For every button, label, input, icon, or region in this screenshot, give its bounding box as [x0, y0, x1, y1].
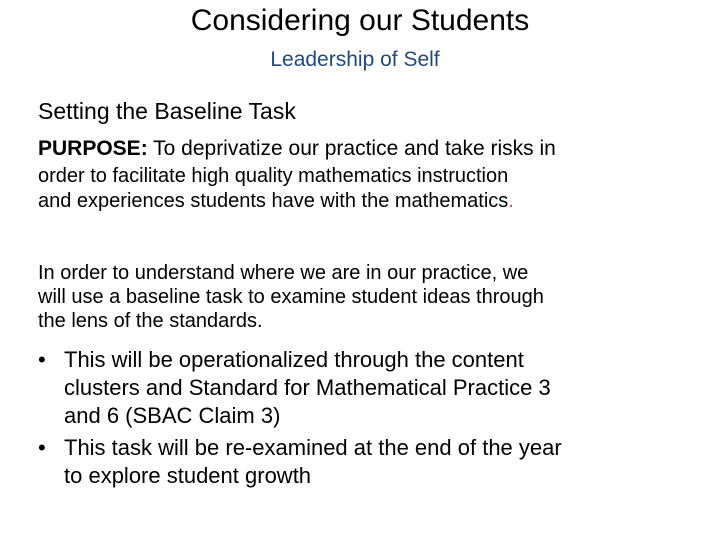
bullet-1-line-1: This will be operationalized through the content [64, 347, 524, 372]
purpose-end-period: . [508, 190, 514, 212]
bullet-icon: • [38, 347, 46, 372]
slide-title: Considering our Students [190, 4, 530, 37]
bullet-1-line-3: and 6 (SBAC Claim 3) [64, 403, 281, 428]
intro-line-1: In order to understand where we are in our practice, we [38, 262, 529, 284]
intro-paragraph [38, 261, 708, 333]
bullet-item-reexamined [38, 434, 714, 490]
bullet-list [38, 346, 714, 494]
purpose-statement [38, 134, 708, 214]
section-heading: Setting the Baseline Task [38, 98, 296, 124]
purpose-line-1-text: To deprivatize our practice and take risks in [147, 137, 556, 160]
intro-line-3: the lens of the standards. [38, 310, 263, 332]
bullet-2-line-1: This task will be re-examined at the end of the year [64, 435, 562, 460]
slide-subtitle: Leadership of Self [270, 48, 440, 71]
bullet-1-line-2: clusters and Standard for Mathematical Practice 3 [64, 375, 551, 400]
purpose-line-1 [38, 134, 708, 164]
purpose-line-3 [38, 189, 708, 214]
purpose-line-2: order to facilitate high quality mathematics instruction [38, 165, 509, 187]
purpose-label: PURPOSE: [38, 137, 148, 160]
intro-line-2: will use a baseline task to examine student ideas through [38, 286, 544, 308]
bullet-item-operationalized [38, 346, 714, 430]
purpose-line-3-text: and experiences students have with the mathematics [38, 190, 509, 212]
bullet-2-line-2: to explore student growth [64, 463, 312, 488]
bullet-icon: • [38, 435, 46, 460]
